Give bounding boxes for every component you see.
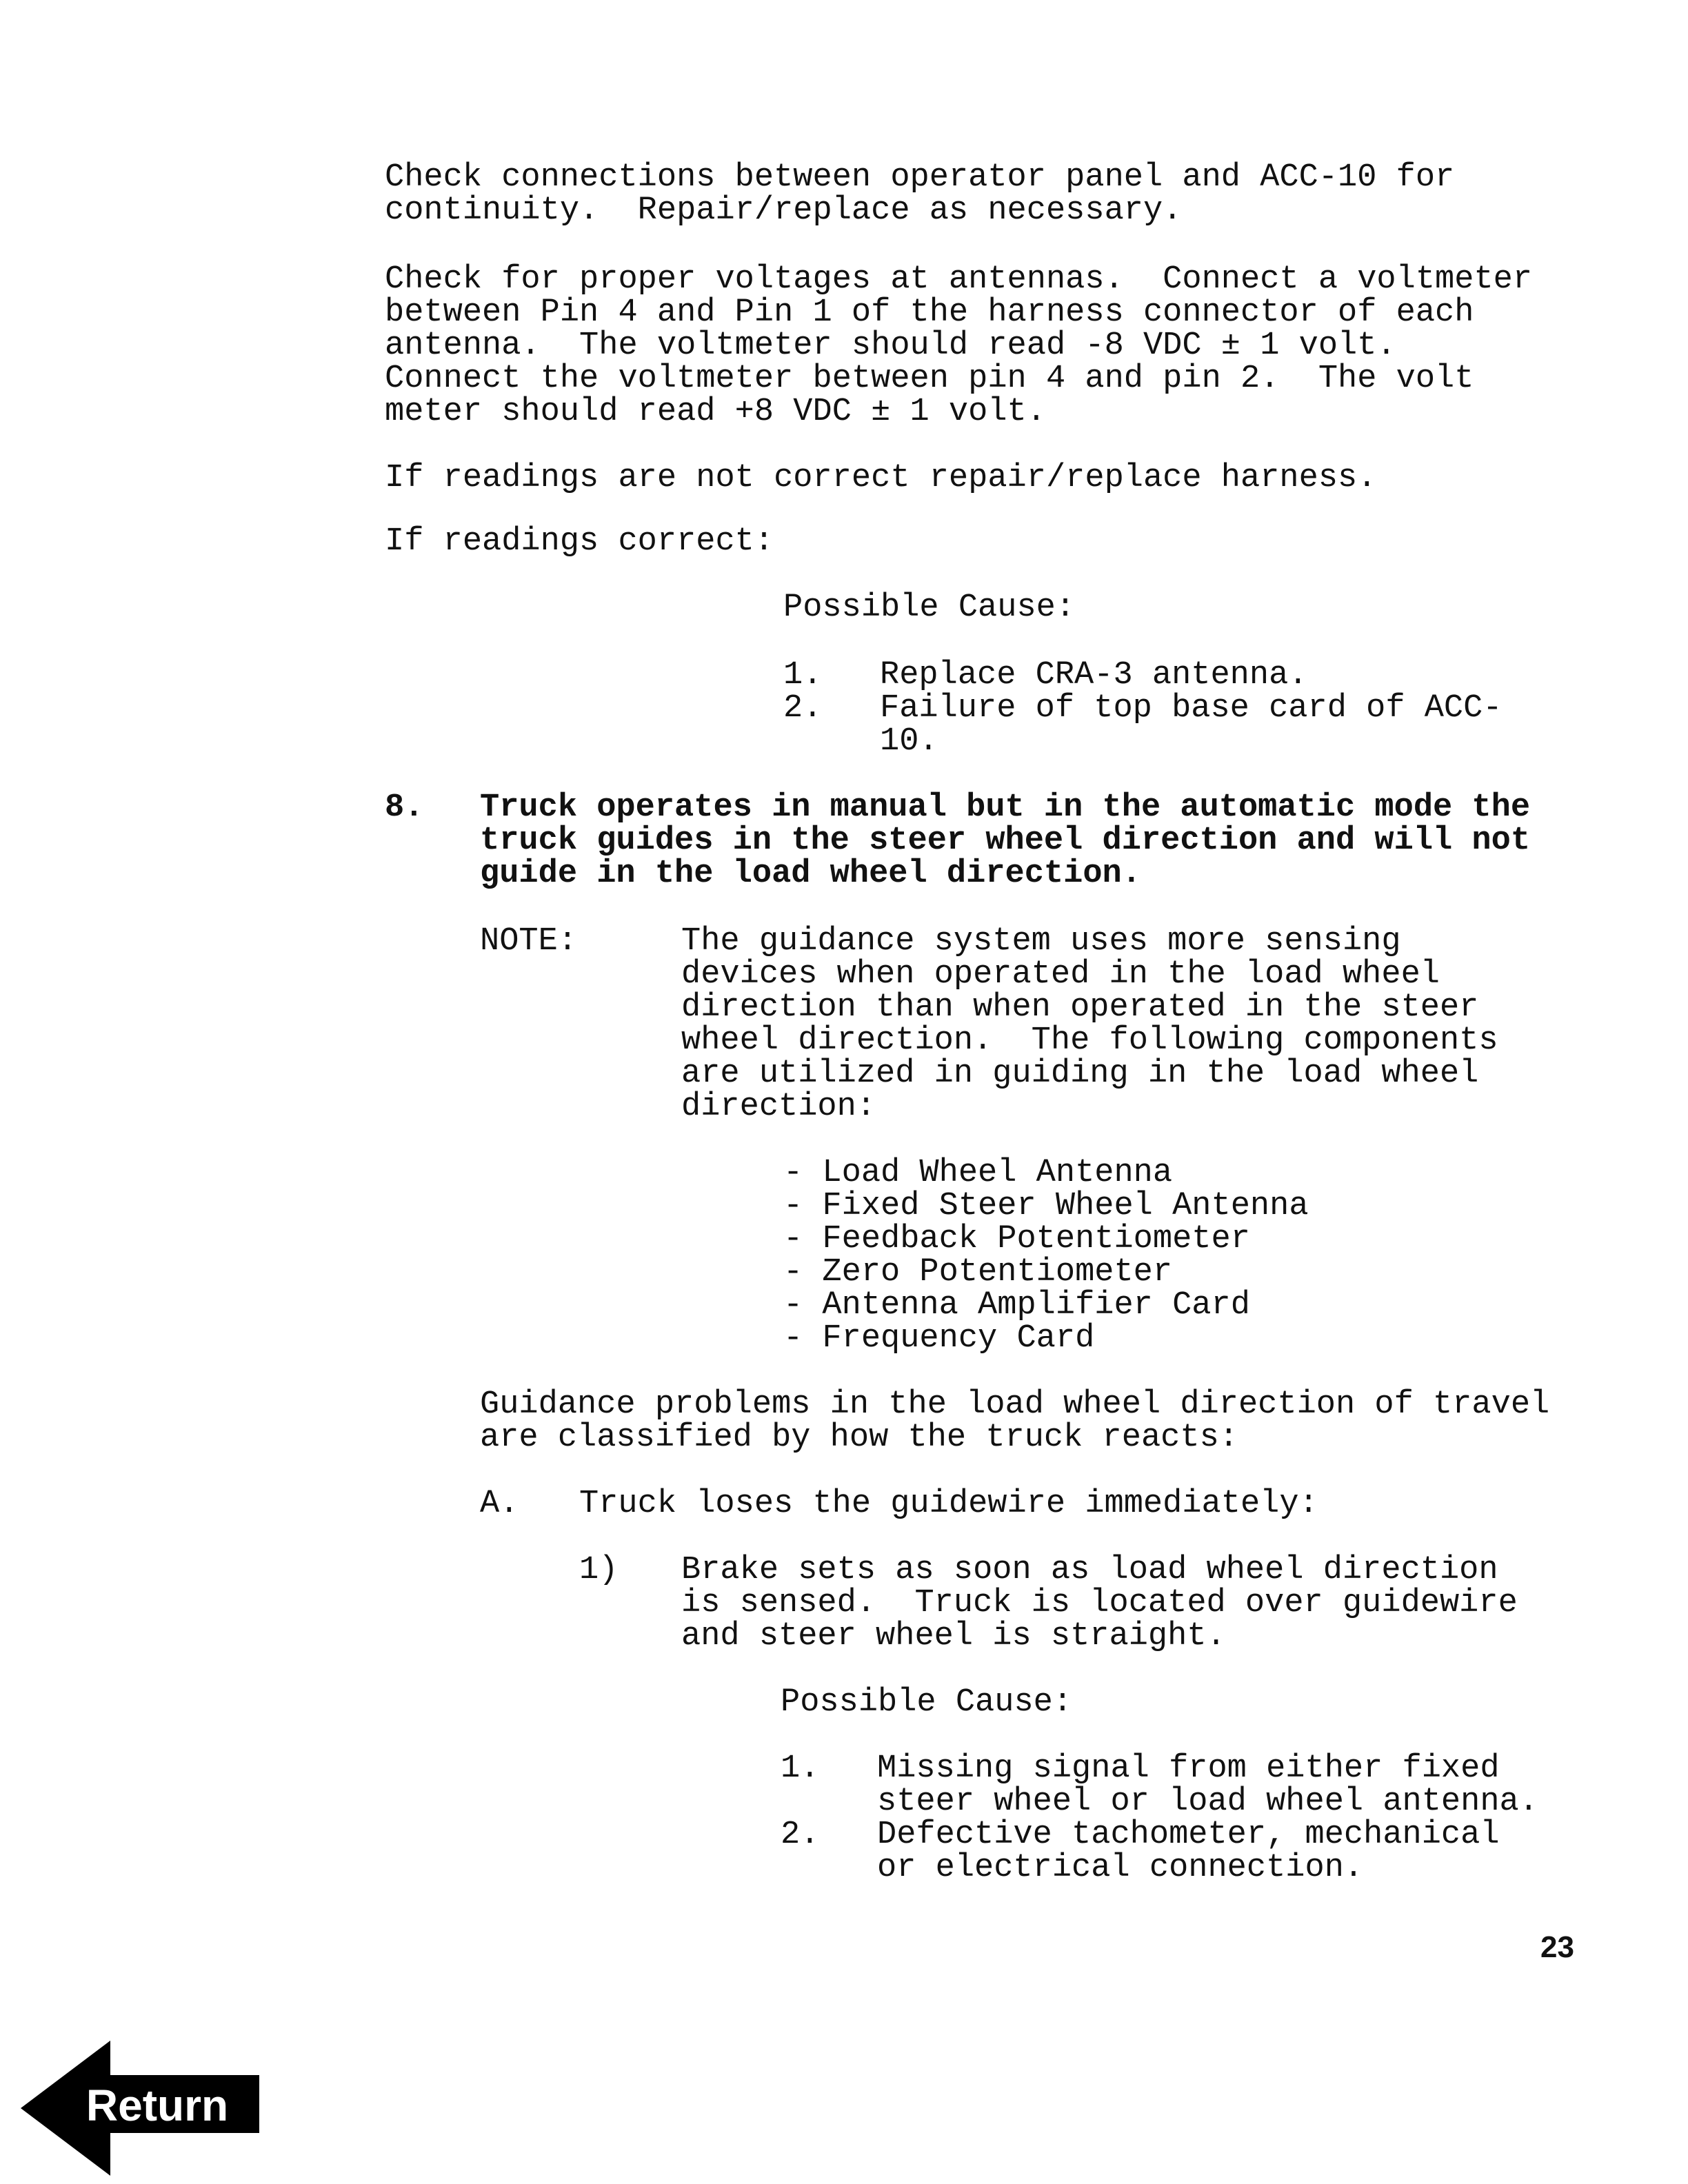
sub-item-line: is sensed. Truck is located over guidewire (681, 1585, 1518, 1621)
cause-text: steer wheel or load wheel antenna. (877, 1783, 1538, 1820)
guidance-line: are classified by how the truck reacts: (480, 1419, 1238, 1456)
component-list-item: - Feedback Potentiometer (783, 1221, 1250, 1257)
section-a-text: Truck loses the guidewire immediately: (579, 1486, 1318, 1522)
component-list-item: - Fixed Steer Wheel Antenna (783, 1188, 1309, 1224)
note-line: devices when operated in the load wheel (681, 956, 1440, 993)
component-list-item: - Load Wheel Antenna (783, 1155, 1173, 1191)
cause-text: 10. (880, 723, 938, 760)
note-line: direction: (681, 1089, 876, 1125)
note-line: wheel direction. The following components (681, 1022, 1498, 1059)
possible-cause-heading: Possible Cause: (783, 589, 1076, 626)
return-label: Return (86, 2081, 229, 2130)
cause-number: 2. (781, 1817, 820, 1853)
sub-item-line: Brake sets as soon as load wheel direction (681, 1552, 1498, 1588)
component-list-item: - Zero Potentiometer (783, 1254, 1173, 1291)
intro-line: continuity. Repair/replace as necessary. (385, 192, 1183, 229)
voltage-line: Check for proper voltages at antennas. Connect a voltmeter (385, 261, 1533, 298)
sub-item-label: 1) (579, 1552, 619, 1588)
cause-text: Replace CRA-3 antenna. (880, 657, 1308, 694)
voltage-line: between Pin 4 and Pin 1 of the harness connector of each (385, 294, 1474, 331)
guidance-line: Guidance problems in the load wheel direction of travel (480, 1386, 1550, 1423)
return-button[interactable] (21, 2041, 262, 2176)
section-a-label: A. (480, 1486, 519, 1522)
note-line: are utilized in guiding in the load wheel (681, 1055, 1479, 1092)
note-line: The guidance system uses more sensing (681, 923, 1401, 960)
cause-text: Missing signal from either fixed (877, 1750, 1500, 1787)
possible-cause-heading: Possible Cause: (781, 1684, 1073, 1721)
readings-incorrect-line: If readings are not correct repair/replace harness. (385, 460, 1377, 496)
note-line: direction than when operated in the steer (681, 989, 1479, 1026)
voltage-line: Connect the voltmeter between pin 4 and pin 2. The volt (385, 361, 1474, 397)
component-list-item: - Antenna Amplifier Card (783, 1287, 1250, 1324)
page-number: 23 (1540, 1930, 1574, 1964)
readings-correct-line: If readings correct: (385, 523, 774, 560)
cause-number: 1. (781, 1750, 820, 1787)
voltage-line: meter should read +8 VDC ± 1 volt. (385, 394, 1046, 430)
intro-line: Check connections between operator panel and ACC-10 for (385, 159, 1455, 196)
sub-item-line: and steer wheel is straight. (681, 1618, 1226, 1655)
item8-heading-line: guide in the load wheel direction. (480, 856, 1141, 892)
item8-heading-line: Truck operates in manual but in the automatic mode the (480, 789, 1531, 826)
cause-text: or electrical connection. (877, 1850, 1364, 1886)
cause-text: Defective tachometer, mechanical (877, 1817, 1500, 1853)
voltage-line: antenna. The voltmeter should read -8 VDC ± 1 volt. (385, 327, 1396, 364)
component-list-item: - Frequency Card (783, 1320, 1095, 1357)
item8-heading-line: truck guides in the steer wheel direction and will not (480, 822, 1531, 859)
item-number: 8. (385, 789, 424, 826)
note-label: NOTE: (480, 923, 578, 960)
cause-text: Failure of top base card of ACC- (880, 690, 1503, 727)
cause-number: 1. (783, 657, 823, 694)
cause-number: 2. (783, 690, 823, 727)
